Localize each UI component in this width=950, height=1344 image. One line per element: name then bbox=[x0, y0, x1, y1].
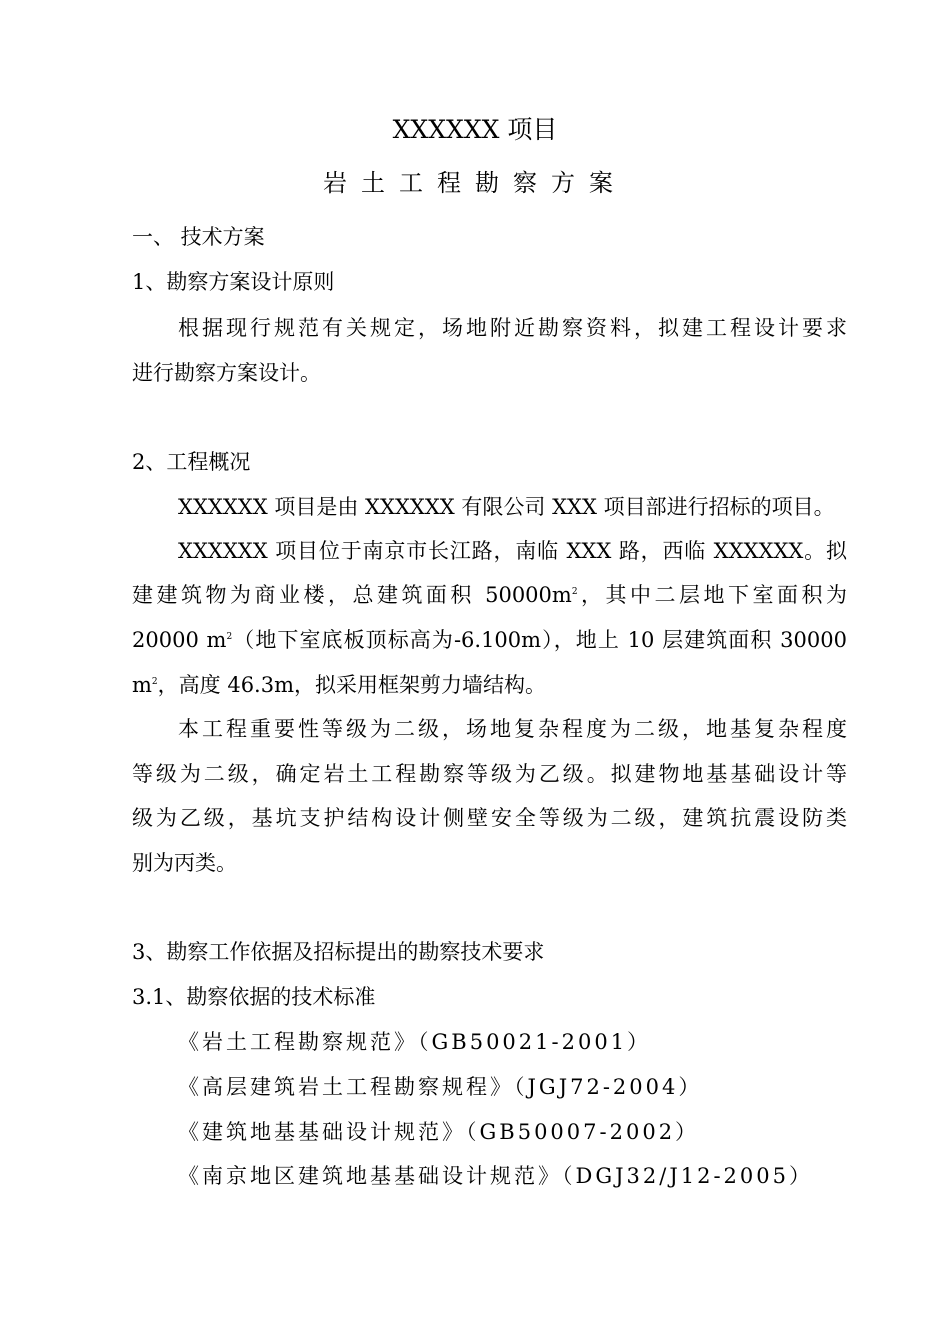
text-run: ，高度 46.3m，拟采用框架剪力墙结构。 bbox=[157, 673, 547, 697]
paragraph-line: 本工程重要性等级为二级，场地复杂程度为二级，地基复杂程度 bbox=[178, 717, 847, 741]
paragraph-line: 级为乙级，基坑支护结构设计侧壁安全等级为二级，建筑抗震设防类 bbox=[132, 806, 847, 830]
paragraph-line: XXXXXX 项目是由 XXXXXX 有限公司 XXX 项目部进行招标的项目。 bbox=[178, 495, 835, 519]
text-run: 20000 m bbox=[132, 628, 227, 652]
text-run: m bbox=[132, 673, 152, 697]
paragraph-line: XXXXXX 项目位于南京市长江路，南临 XXX 路，西临 XXXXXX。拟 bbox=[178, 539, 847, 563]
standard-item: 《高层建筑岩土工程勘察规程》（JGJ72-2004） bbox=[178, 1075, 703, 1099]
heading-design-principles: 1、勘察方案设计原则 bbox=[132, 270, 335, 294]
paragraph-line bbox=[132, 627, 847, 653]
paragraph-line bbox=[132, 672, 847, 698]
text-run: 建建筑物为商业楼，总建筑面积 50000m bbox=[132, 583, 572, 607]
text-run: （地下室底板顶标高为-6.100m），地上 10 层建筑面积 30000 bbox=[232, 628, 847, 652]
standard-item: 《建筑地基基础设计规范》（GB50007-2002） bbox=[178, 1120, 700, 1144]
paragraph-line bbox=[132, 582, 847, 608]
standard-item: 《岩土工程勘察规范》（GB50021-2001） bbox=[178, 1030, 652, 1054]
superscript: 2 bbox=[571, 587, 578, 597]
section-heading-technical-plan: 一、 技术方案 bbox=[132, 225, 265, 249]
paragraph-line: 等级为二级，确定岩土工程勘察等级为乙级。拟建物地基基础设计等 bbox=[132, 762, 847, 786]
text-run: ，其中二层地下室面积为 bbox=[577, 583, 847, 607]
paragraph-line: 别为丙类。 bbox=[132, 851, 237, 875]
heading-survey-basis: 3、勘察工作依据及招标提出的勘察技术要求 bbox=[132, 940, 545, 964]
superscript: 2 bbox=[151, 677, 158, 687]
heading-project-overview: 2、工程概况 bbox=[132, 450, 251, 474]
standard-item: 《南京地区建筑地基基础设计规范》（DGJ32/J12-2005） bbox=[178, 1164, 814, 1188]
paragraph-line: 进行勘察方案设计。 bbox=[132, 361, 321, 385]
document-subtitle: 岩土工程勘察方案 bbox=[323, 169, 627, 197]
heading-technical-standards: 3.1、勘察依据的技术标准 bbox=[132, 985, 376, 1009]
paragraph-line: 根据现行规范有关规定，场地附近勘察资料，拟建工程设计要求 bbox=[178, 316, 847, 340]
superscript: 2 bbox=[226, 632, 233, 642]
document-title: XXXXXX 项目 bbox=[392, 115, 558, 144]
